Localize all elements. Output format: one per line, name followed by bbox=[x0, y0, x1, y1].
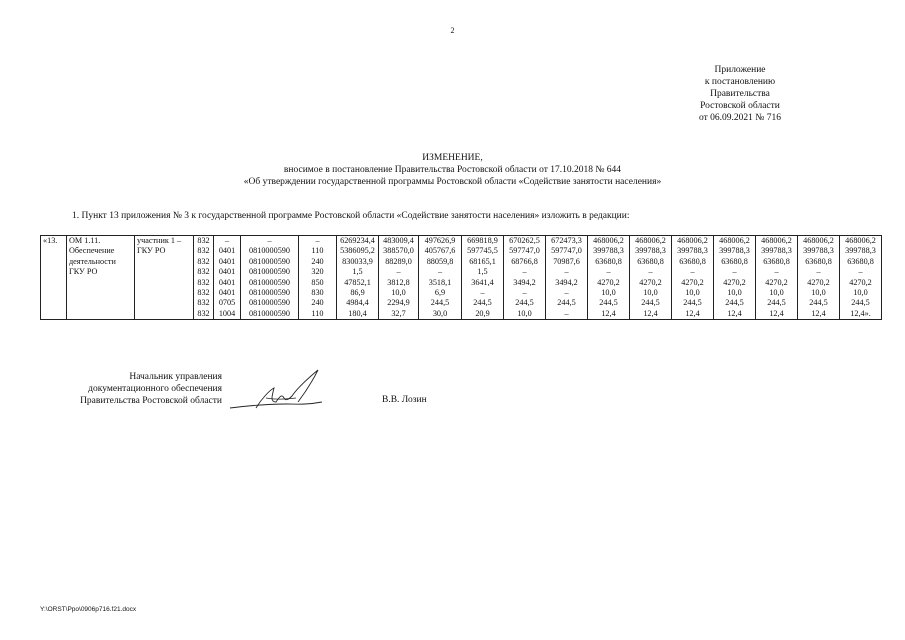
appendix-line: к постановлению bbox=[704, 77, 776, 87]
table-cell: 10,0 bbox=[588, 288, 630, 298]
table-cell: 468006,2 bbox=[756, 236, 798, 247]
table-cell: 0401 bbox=[214, 246, 241, 256]
table-row bbox=[41, 267, 882, 277]
table-cell: 0810000590 bbox=[241, 278, 299, 288]
table-row bbox=[41, 278, 882, 288]
measure-name-cell bbox=[67, 288, 135, 298]
table-cell: 830033,9 bbox=[337, 257, 379, 267]
table-cell: 4270,2 bbox=[588, 278, 630, 288]
table-cell: 832 bbox=[194, 257, 214, 267]
table-cell: 468006,2 bbox=[798, 236, 840, 247]
appendix-line: Приложение bbox=[714, 65, 766, 75]
table-cell: 244,5 bbox=[756, 298, 798, 308]
measure-name-cell: ГКУ РО bbox=[67, 267, 135, 277]
table-cell: 670262,5 bbox=[504, 236, 546, 247]
table-cell: 244,5 bbox=[840, 298, 882, 308]
item-number-cell bbox=[41, 298, 67, 308]
table-row bbox=[41, 246, 882, 256]
item-number-cell: «13. bbox=[41, 236, 67, 247]
table-cell: 12,4 bbox=[672, 309, 714, 320]
table-cell: – bbox=[214, 236, 241, 247]
table-cell: 4270,2 bbox=[756, 278, 798, 288]
table-cell: 30,0 bbox=[419, 309, 462, 320]
table-cell: 4270,2 bbox=[714, 278, 756, 288]
table-cell: 3494,2 bbox=[504, 278, 546, 288]
table-cell: 0810000590 bbox=[241, 309, 299, 320]
table-cell: 832 bbox=[194, 278, 214, 288]
table-cell: 483009,4 bbox=[379, 236, 419, 247]
table-cell: 1,5 bbox=[337, 267, 379, 277]
table-cell: 12,4 bbox=[714, 309, 756, 320]
table-cell: – bbox=[588, 267, 630, 277]
table-cell: 10,0 bbox=[840, 288, 882, 298]
heading-title: ИЗМЕНЕНИЕ, bbox=[422, 153, 483, 163]
table-cell: – bbox=[379, 267, 419, 277]
table-cell: 0401 bbox=[214, 267, 241, 277]
table-cell: 830 bbox=[299, 288, 337, 298]
participant-cell bbox=[135, 309, 194, 320]
table-cell: 468006,2 bbox=[672, 236, 714, 247]
appendix-line: Ростовской области bbox=[700, 101, 780, 111]
table-cell: – bbox=[504, 288, 546, 298]
heading-line: вносимое в постановление Правительства Ростовской области от 17.10.2018 № 644 bbox=[283, 165, 622, 175]
participant-cell bbox=[135, 288, 194, 298]
table-cell: 468006,2 bbox=[630, 236, 672, 247]
table-cell: – bbox=[546, 288, 588, 298]
table-cell: 468006,2 bbox=[840, 236, 882, 247]
table-cell: 10,0 bbox=[379, 288, 419, 298]
table-cell: 388570,0 bbox=[379, 246, 419, 256]
table-cell: 10,0 bbox=[756, 288, 798, 298]
table-cell: 32,7 bbox=[379, 309, 419, 320]
table-cell: 468006,2 bbox=[714, 236, 756, 247]
table-cell: 399788,3 bbox=[840, 246, 882, 256]
table-cell: 12,4 bbox=[588, 309, 630, 320]
table-cell: 3494,2 bbox=[546, 278, 588, 288]
table-cell: 399788,3 bbox=[756, 246, 798, 256]
table-cell: 832 bbox=[194, 267, 214, 277]
table-cell: 63680,8 bbox=[630, 257, 672, 267]
participant-cell bbox=[135, 278, 194, 288]
document-heading bbox=[0, 152, 905, 188]
table-cell: 1004 bbox=[214, 309, 241, 320]
item-number-cell bbox=[41, 278, 67, 288]
item-number-cell bbox=[41, 267, 67, 277]
table-cell: 10,0 bbox=[672, 288, 714, 298]
table-cell: 12,4 bbox=[630, 309, 672, 320]
table-cell: 12,4». bbox=[840, 309, 882, 320]
table-cell: 244,5 bbox=[419, 298, 462, 308]
table-cell: 244,5 bbox=[672, 298, 714, 308]
table-cell: 20,9 bbox=[462, 309, 504, 320]
appendix-block bbox=[660, 64, 820, 124]
table-cell: 0810000590 bbox=[241, 288, 299, 298]
table-cell: 597745,5 bbox=[462, 246, 504, 256]
table-cell: 63680,8 bbox=[756, 257, 798, 267]
table-cell: 4270,2 bbox=[672, 278, 714, 288]
table-cell: 832 bbox=[194, 236, 214, 247]
table-cell: 3812,8 bbox=[379, 278, 419, 288]
table-cell: 244,5 bbox=[546, 298, 588, 308]
table-cell: 1,5 bbox=[462, 267, 504, 277]
table-cell: – bbox=[546, 309, 588, 320]
table-cell: 110 bbox=[299, 246, 337, 256]
point-text: 1. Пункт 13 приложения № 3 к государственной программе Ростовской области «Содействие занятости населения» изложить в редакции: bbox=[72, 211, 630, 221]
measure-name-cell bbox=[67, 309, 135, 320]
file-path-footer: Y:\ORST\Ppo\0906p716.f21.docx bbox=[40, 606, 137, 613]
budget-table bbox=[40, 235, 882, 320]
table-cell: 244,5 bbox=[714, 298, 756, 308]
table-cell: 4270,2 bbox=[840, 278, 882, 288]
table-cell: 63680,8 bbox=[672, 257, 714, 267]
table-cell: 0705 bbox=[214, 298, 241, 308]
table-cell: 244,5 bbox=[504, 298, 546, 308]
table-row bbox=[41, 288, 882, 298]
table-cell: 12,4 bbox=[798, 309, 840, 320]
table-cell: – bbox=[672, 267, 714, 277]
table-cell: 3641,4 bbox=[462, 278, 504, 288]
table-cell: 12,4 bbox=[756, 309, 798, 320]
table-cell: 4270,2 bbox=[630, 278, 672, 288]
table-cell: 10,0 bbox=[798, 288, 840, 298]
table-cell: – bbox=[299, 236, 337, 247]
signatory-line: Начальник управления bbox=[129, 372, 222, 382]
table-cell: 0810000590 bbox=[241, 257, 299, 267]
table-cell: – bbox=[756, 267, 798, 277]
table-cell: – bbox=[546, 267, 588, 277]
table-cell: 832 bbox=[194, 309, 214, 320]
table-cell: 4984,4 bbox=[337, 298, 379, 308]
table-cell: 832 bbox=[194, 298, 214, 308]
table-row bbox=[41, 236, 882, 247]
page-number: 2 bbox=[450, 26, 455, 35]
table-cell: 5386095,2 bbox=[337, 246, 379, 256]
table-cell: 399788,3 bbox=[630, 246, 672, 256]
table-cell: – bbox=[630, 267, 672, 277]
table-cell: 63680,8 bbox=[588, 257, 630, 267]
heading-line: «Об утверждении государственной программы Ростовской области «Содействие занятости населения» bbox=[243, 177, 662, 187]
participant-cell bbox=[135, 267, 194, 277]
measure-name-cell: ОМ 1.11. bbox=[67, 236, 135, 247]
table-cell: 63680,8 bbox=[798, 257, 840, 267]
table-cell: 0401 bbox=[214, 257, 241, 267]
table-cell: 0401 bbox=[214, 278, 241, 288]
table-cell: 399788,3 bbox=[714, 246, 756, 256]
table-cell: – bbox=[504, 267, 546, 277]
signatory-line: документационного обеспечения bbox=[88, 384, 222, 394]
table-cell: 68766,8 bbox=[504, 257, 546, 267]
table-row bbox=[41, 298, 882, 308]
table-cell: 497626,9 bbox=[419, 236, 462, 247]
table-cell: 244,5 bbox=[462, 298, 504, 308]
appendix-line: от 06.09.2021 № 716 bbox=[699, 113, 781, 123]
table-cell: 0810000590 bbox=[241, 298, 299, 308]
table-cell: 4270,2 bbox=[798, 278, 840, 288]
measure-name-cell bbox=[67, 278, 135, 288]
table-cell: – bbox=[241, 236, 299, 247]
participant-cell bbox=[135, 257, 194, 267]
table-cell: 10,0 bbox=[714, 288, 756, 298]
signatory-line: Правительства Ростовской области bbox=[80, 396, 222, 406]
measure-name-cell: деятельности bbox=[67, 257, 135, 267]
table-cell: 399788,3 bbox=[798, 246, 840, 256]
table-cell: 10,0 bbox=[504, 309, 546, 320]
appendix-line: Правительства bbox=[710, 89, 770, 99]
table-cell: 399788,3 bbox=[588, 246, 630, 256]
table-cell: 110 bbox=[299, 309, 337, 320]
signatory-name: В.В. Лозин bbox=[382, 395, 427, 405]
table-cell: 832 bbox=[194, 246, 214, 256]
table-cell: 0810000590 bbox=[241, 267, 299, 277]
item-number-cell bbox=[41, 288, 67, 298]
table-cell: 240 bbox=[299, 257, 337, 267]
table-cell: – bbox=[714, 267, 756, 277]
item-number-cell bbox=[41, 257, 67, 267]
measure-name-cell: Обеспечение bbox=[67, 246, 135, 256]
table-cell: 850 bbox=[299, 278, 337, 288]
table-cell: 405767,6 bbox=[419, 246, 462, 256]
table-cell: 399788,3 bbox=[672, 246, 714, 256]
table-cell: 47852,1 bbox=[337, 278, 379, 288]
table-cell: – bbox=[840, 267, 882, 277]
table-cell: 240 bbox=[299, 298, 337, 308]
table-cell: 3518,1 bbox=[419, 278, 462, 288]
table-cell: 88289,0 bbox=[379, 257, 419, 267]
table-cell: 468006,2 bbox=[588, 236, 630, 247]
table-cell: 244,5 bbox=[630, 298, 672, 308]
handwritten-signature bbox=[226, 368, 336, 418]
table-cell: – bbox=[462, 288, 504, 298]
measure-name-cell bbox=[67, 298, 135, 308]
table-cell: 244,5 bbox=[588, 298, 630, 308]
table-cell: 63680,8 bbox=[714, 257, 756, 267]
table-cell: 597747,0 bbox=[546, 246, 588, 256]
table-cell: 6269234,4 bbox=[337, 236, 379, 247]
participant-cell: участник 1 – bbox=[135, 236, 194, 247]
table-cell: 180,4 bbox=[337, 309, 379, 320]
table-cell: 70987,6 bbox=[546, 257, 588, 267]
table-cell: 672473,3 bbox=[546, 236, 588, 247]
table-cell: 320 bbox=[299, 267, 337, 277]
table-cell: 0401 bbox=[214, 288, 241, 298]
item-number-cell bbox=[41, 309, 67, 320]
item-number-cell bbox=[41, 246, 67, 256]
table-cell: 832 bbox=[194, 288, 214, 298]
table-cell: 2294,9 bbox=[379, 298, 419, 308]
table-cell: 88059,8 bbox=[419, 257, 462, 267]
table-cell: 68165,1 bbox=[462, 257, 504, 267]
participant-cell bbox=[135, 298, 194, 308]
table-cell: 669818,9 bbox=[462, 236, 504, 247]
table-cell: 6,9 bbox=[419, 288, 462, 298]
table-cell: 0810000590 bbox=[241, 246, 299, 256]
signatory-title bbox=[42, 371, 222, 407]
table-cell: 63680,8 bbox=[840, 257, 882, 267]
table-cell: 597747,0 bbox=[504, 246, 546, 256]
participant-cell: ГКУ РО bbox=[135, 246, 194, 256]
table-cell: – bbox=[798, 267, 840, 277]
table-row bbox=[41, 257, 882, 267]
table-cell: – bbox=[419, 267, 462, 277]
table-cell: 244,5 bbox=[798, 298, 840, 308]
table-cell: 10,0 bbox=[630, 288, 672, 298]
table-row bbox=[41, 309, 882, 320]
table-cell: 86,9 bbox=[337, 288, 379, 298]
